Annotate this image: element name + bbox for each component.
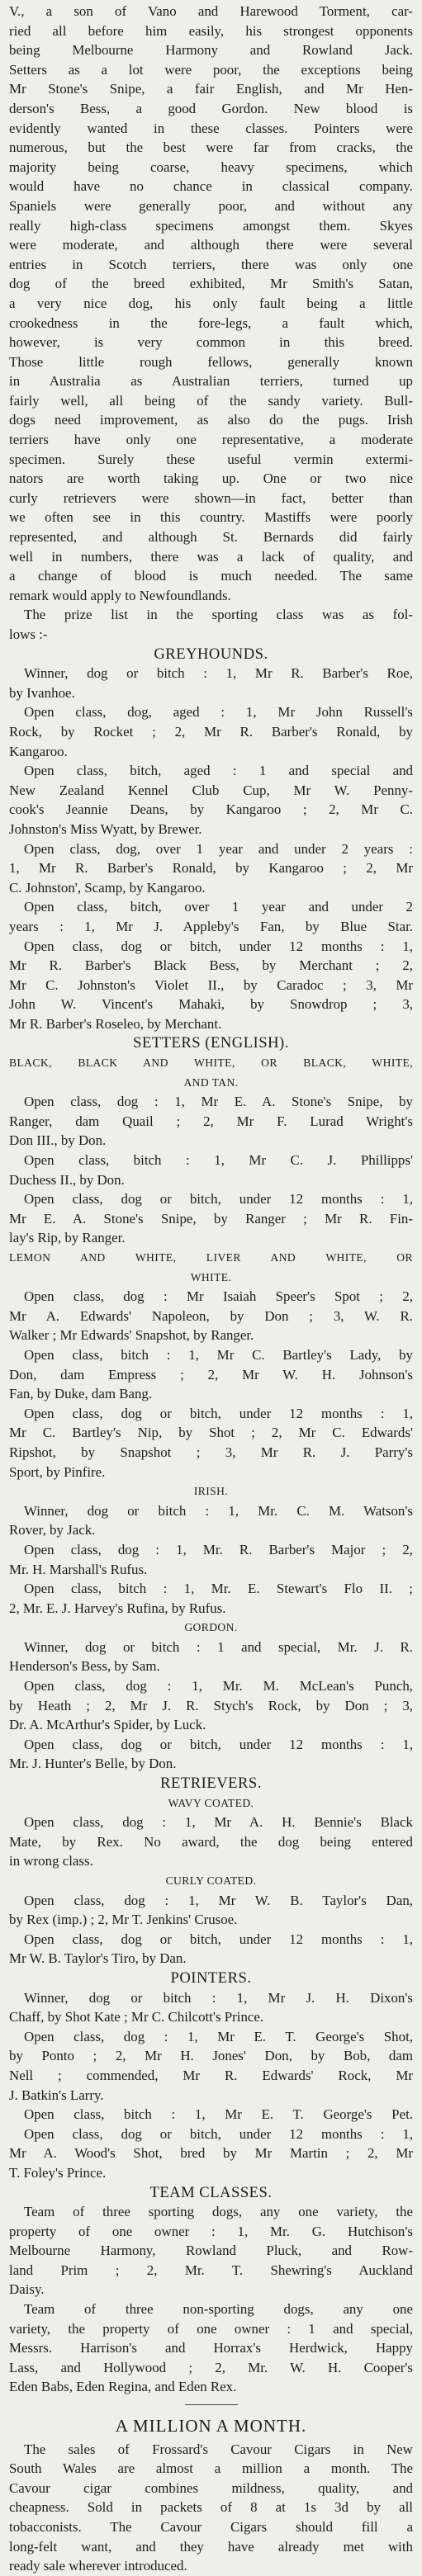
text-line: tobacconists. The Cavour Cigars should fill a: [9, 2519, 413, 2535]
text-line: being Melbourne Harmony and Rowland Jack.: [9, 42, 413, 59]
text-line: Mr A. Edwards' Napoleon, by Don ; 3, W. R.: [9, 1307, 413, 1324]
text-line: cook's Jeannie Deans, by Kangaroo ; 2, Mr C.: [9, 801, 413, 818]
text-line: Mr R. Barber's Black Bess, by Merchant ; 2,: [9, 957, 413, 974]
text-line: Open class, dog or bitch, under 12 months : 1,: [24, 938, 413, 954]
text-line: cheapness. Sold in packets of 8 at 1s 3d by all: [9, 2499, 413, 2516]
text-line: Mr A. Wood's Shot, bred by Mr Martin ; 2, Mr: [9, 2145, 413, 2162]
text-line: remark would apply to Newfoundlands.: [9, 587, 231, 603]
text-line: Open class, dog, aged : 1, Mr John Russell's: [24, 704, 413, 721]
text-line: Open class, dog : 1, Mr E. A. Stone's Snipe, by: [24, 1094, 413, 1110]
text-line: Dr. A. McArthur's Spider, by Luck.: [9, 1717, 206, 1733]
text-line: Johnston's Miss Wyatt, by Brewer.: [9, 820, 202, 837]
heading-line: RETRIEVERS.: [160, 1775, 262, 1793]
text-line: Messrs. Harrison's and Horrax's Herdwick, Happy: [9, 2340, 413, 2356]
text-line: by Ivanhoe.: [9, 684, 75, 701]
text-line: by Rex (imp.) ; 2, Mr T. Jenkins' Crusoe.: [9, 1912, 238, 1928]
heading-line: SETTERS (ENGLISH).: [133, 1034, 289, 1052]
text-line: entries in Scotch terriers, there was only one: [9, 256, 413, 272]
text-line: C. Johnston', Scamp, by Kangaroo.: [9, 879, 206, 896]
text-line: lows :-: [9, 626, 48, 642]
text-line: The prize list in the sporting class was as fol-: [24, 607, 413, 623]
text-line: in wrong class.: [9, 1853, 93, 1869]
text-line: Winner, dog or bitch : 1, Mr. C. M. Watson's: [24, 1502, 413, 1519]
text-line: Mr R. Barber's Roseleo, by Merchant.: [9, 1015, 222, 1032]
text-line: dog of the breed exhibited, Mr Smith's Satan,: [9, 276, 413, 292]
text-line: were moderate, and although there were several: [9, 237, 413, 253]
text-line: nators are worth taking up. One or two nice: [9, 470, 413, 487]
text-line: Setters as a lot were poor, the exceptions being: [9, 61, 413, 78]
text-line: Chaff, by Shot Kate ; Mr C. Chilcott's Prince.: [9, 2009, 264, 2025]
text-line: Rock, by Rocket ; 2, Mr R. Barber's Ronald, by: [9, 723, 413, 740]
text-line: Walker ; Mr Edwards' Snapshot, by Ranger.: [9, 1327, 254, 1344]
text-line: represented, and although St. Bernards did fairly: [9, 529, 413, 546]
text-line: years : 1, Mr J. Appleby's Fan, by Blue Star.: [9, 918, 413, 934]
text-line: numerous, but the best were far from cracks, the: [9, 139, 413, 156]
text-line: Open class, bitch : 1, Mr. E. Stewart's Flo II. ;: [24, 1581, 413, 1597]
text-line: Nell ; commended, Mr R. Edwards' Rock, Mr: [9, 2067, 413, 2083]
text-line: a change of blood is much needed. The same: [9, 568, 413, 584]
text-line: variety, the property of one owner : 1 and special,: [9, 2320, 413, 2337]
text-line: derson's Bess, a good Gordon. New blood is: [9, 100, 413, 116]
newspaper-column: [9, 0, 413, 2576]
text-line: Eden Babs, Eden Regina, and Eden Rex.: [9, 2379, 237, 2395]
text-line: Open class, dog : 1, Mr W. B. Taylor's Dan,: [24, 1892, 413, 1908]
text-line: ready sale wherever introduced.: [9, 2558, 187, 2574]
text-line: Mr. J. Hunter's Belle, by Don.: [9, 1756, 177, 1772]
text-line: evidently wanted in these classes. Pointers were: [9, 120, 413, 136]
text-line: Fan, by Duke, dam Bang.: [9, 1386, 153, 1402]
text-line: Open class, dog or bitch, under 12 months : 1,: [24, 1736, 413, 1752]
text-line: T. Foley's Prince.: [9, 2164, 107, 2181]
text-line: fairly well, all being of the sandy variety. Bull-: [9, 392, 413, 409]
text-line: by Ponto ; 2, Mr H. Jones' Don, by Bob, dam: [9, 2048, 413, 2064]
text-line: Melbourne Harmony, Rowland Pluck, and Row-: [9, 2243, 413, 2259]
text-line: Team of three sporting dogs, any one variety, the: [24, 2204, 413, 2220]
text-line: Daisy.: [9, 2281, 45, 2298]
text-line: BLACK, BLACK AND WHITE, OR BLACK, WHITE,: [9, 1056, 413, 1070]
text-line: majority being coarse, heavy specimens, which: [9, 158, 413, 175]
text-line: Ranger, dam Quail ; 2, Mr F. Lurad Wright's: [9, 1113, 413, 1129]
text-line: Don, dam Empress ; 2, Mr W. H. Johnson's: [9, 1366, 413, 1383]
text-line: ried all before him easily, his strongest opponents: [9, 22, 413, 39]
text-line: 2, Mr. E. J. Harvey's Rufina, by Rufus.: [9, 1600, 226, 1616]
text-line: LEMON AND WHITE, LIVER AND WHITE, OR: [9, 1251, 413, 1264]
text-line: Open class, bitch : 1, Mr C. J. Phillipps': [24, 1152, 413, 1169]
text-line: terriers have only one representative, a moderate: [9, 432, 413, 448]
text-line: V., a son of Vano and Harewood Torment, car-: [9, 3, 413, 19]
text-line: lay's Rip, by Ranger.: [9, 1230, 126, 1246]
heading-line: A MILLION A MONTH.: [115, 2416, 307, 2437]
text-line: Cavour cigar combines mildness, quality, and: [9, 2479, 413, 2496]
text-line: Mr E. A. Stone's Snipe, by Ranger ; Mr R. Fin-: [9, 1210, 413, 1227]
text-line: really high-class specimens amongst them. Skyes: [9, 217, 413, 234]
text-line: in Australia as Australian terriers, turned up: [9, 373, 413, 390]
text-line: however, is very common in this breed.: [9, 334, 413, 351]
heading-line: GREYHOUNDS.: [154, 645, 268, 663]
text-line: by Heath ; 2, Mr J. R. Stych's Rock, by Don ; 3,: [9, 1697, 413, 1713]
text-line: Henderson's Bess, by Sam.: [9, 1658, 160, 1675]
text-line: Open class, dog or bitch, under 12 months : 1,: [24, 2125, 413, 2142]
text-line: New Zealand Kennel Club Cup, Mr W. Penny-: [9, 782, 413, 798]
text-line: Open class, dog : 1, Mr. M. McLean's Punch,: [24, 1678, 413, 1694]
text-line: Lass, and Hollywood ; 2, Mr. W. H. Cooper's: [9, 2359, 413, 2375]
text-line: well in numbers, there was a lack of quality, and: [9, 548, 413, 565]
text-line: Open class, dog : 1, Mr E. T. George's Shot,: [24, 2028, 413, 2044]
text-line: specimen. Surely these useful vermin extermi-: [9, 451, 413, 467]
text-line: Open class, dog : 1, Mr A. H. Bennie's Black: [24, 1814, 413, 1831]
text-line: Rover, by Jack.: [9, 1522, 96, 1539]
text-line: Mr C. Bartley's Nip, by Shot ; 2, Mr C. Edwards': [9, 1425, 413, 1441]
text-line: Mr. H. Marshall's Rufus.: [9, 1561, 148, 1577]
text-line: land Prim ; 2, Mr. T. Shewring's Auckland: [9, 2262, 413, 2278]
text-line: Spaniels were generally poor, and without any: [9, 197, 413, 214]
text-line: Open class, bitch : 1, Mr E. T. George's Pet.: [24, 2106, 413, 2123]
text-line: South Wales are almost a million a month. The: [9, 2460, 413, 2477]
heading-line: IRISH.: [193, 1485, 229, 1498]
heading-line: WAVY COATED.: [168, 1796, 254, 1809]
separator-rule: [185, 2404, 238, 2405]
text-line: long-felt want, and they have already met with: [9, 2538, 413, 2555]
text-line: Sport, by Pinfire.: [9, 1463, 106, 1480]
text-line: Mr C. Johnston's Violet II., by Caradoc ; 3, Mr: [9, 976, 413, 993]
heading-line: AND TAN.: [183, 1075, 239, 1089]
heading-line: GORDON.: [184, 1621, 238, 1634]
text-line: curly retrievers were shown—in fact, better than: [9, 489, 413, 506]
text-line: Open class, dog or bitch, under 12 months : 1,: [24, 1405, 413, 1421]
text-line: 1, Mr R. Barber's Ronald, by Kangaroo ; 2, Mr: [9, 860, 413, 877]
text-line: Mr Stone's Snipe, a fair English, and Mr Hen-: [9, 81, 413, 97]
text-line: we often see in this country. Mastiffs were poorly: [9, 509, 413, 526]
text-line: Open class, dog, over 1 year and under 2 years :: [24, 840, 413, 857]
heading-line: POINTERS.: [170, 1969, 252, 1987]
text-line: Open class, bitch : 1, Mr C. Bartley's Lady, by: [24, 1346, 413, 1363]
text-line: Winner, dog or bitch : 1, Mr R. Barber's Roe,: [24, 665, 413, 682]
text-line: Ripshot, by Snapshot ; 3, Mr R. J. Parry's: [9, 1444, 413, 1460]
text-line: Open class, dog or bitch, under 12 months : 1,: [24, 1931, 413, 1947]
text-line: Those little rough fellows, generally known: [9, 353, 413, 370]
text-line: Winner, dog or bitch : 1, Mr J. H. Dixon's: [24, 1989, 413, 2006]
text-line: Open class, dog : 1, Mr. R. Barber's Major ; 2,: [24, 1541, 413, 1557]
text-line: Duchess II., by Don.: [9, 1171, 125, 1188]
text-line: Open class, bitch, aged : 1 and special and: [24, 763, 413, 779]
text-line: The sales of Frossard's Cavour Cigars in New: [24, 2441, 413, 2457]
text-line: John W. Vincent's Mahaki, by Snowdrop ; 3,: [9, 996, 413, 1013]
text-line: Don III., by Don.: [9, 1132, 107, 1149]
text-line: J. Batkin's Larry.: [9, 2087, 104, 2103]
text-line: property of one owner : 1, Mr. G. Hutchison's: [9, 2223, 413, 2239]
text-line: Team of three non-sporting dogs, any one: [24, 2301, 413, 2318]
text-line: dogs need improvement, as also do the pugs. Irish: [9, 412, 413, 428]
heading-line: CURLY COATED.: [165, 1874, 257, 1887]
heading-line: TEAM CLASSES.: [149, 2183, 273, 2201]
text-line: would have no chance in classical company.: [9, 178, 413, 195]
heading-line: WHITE.: [190, 1270, 232, 1283]
text-line: Winner, dog or bitch : 1 and special, Mr. J. R.: [24, 1638, 413, 1655]
text-line: Mate, by Rex. No award, the dog being entered: [9, 1833, 413, 1850]
text-line: Mr W. B. Taylor's Tiro, by Dan.: [9, 1950, 187, 1967]
text-line: a very nice dog, his only fault being a little: [9, 295, 413, 311]
text-line: Open class, dog : Mr Isaiah Speer's Spot ; 2,: [24, 1288, 413, 1305]
text-line: Kangaroo.: [9, 743, 68, 759]
text-line: Open class, bitch, over 1 year and under 2: [24, 899, 413, 915]
text-line: Open class, dog or bitch, under 12 months : 1,: [24, 1191, 413, 1208]
text-line: crookedness in the fore-legs, a fault which,: [9, 314, 413, 331]
